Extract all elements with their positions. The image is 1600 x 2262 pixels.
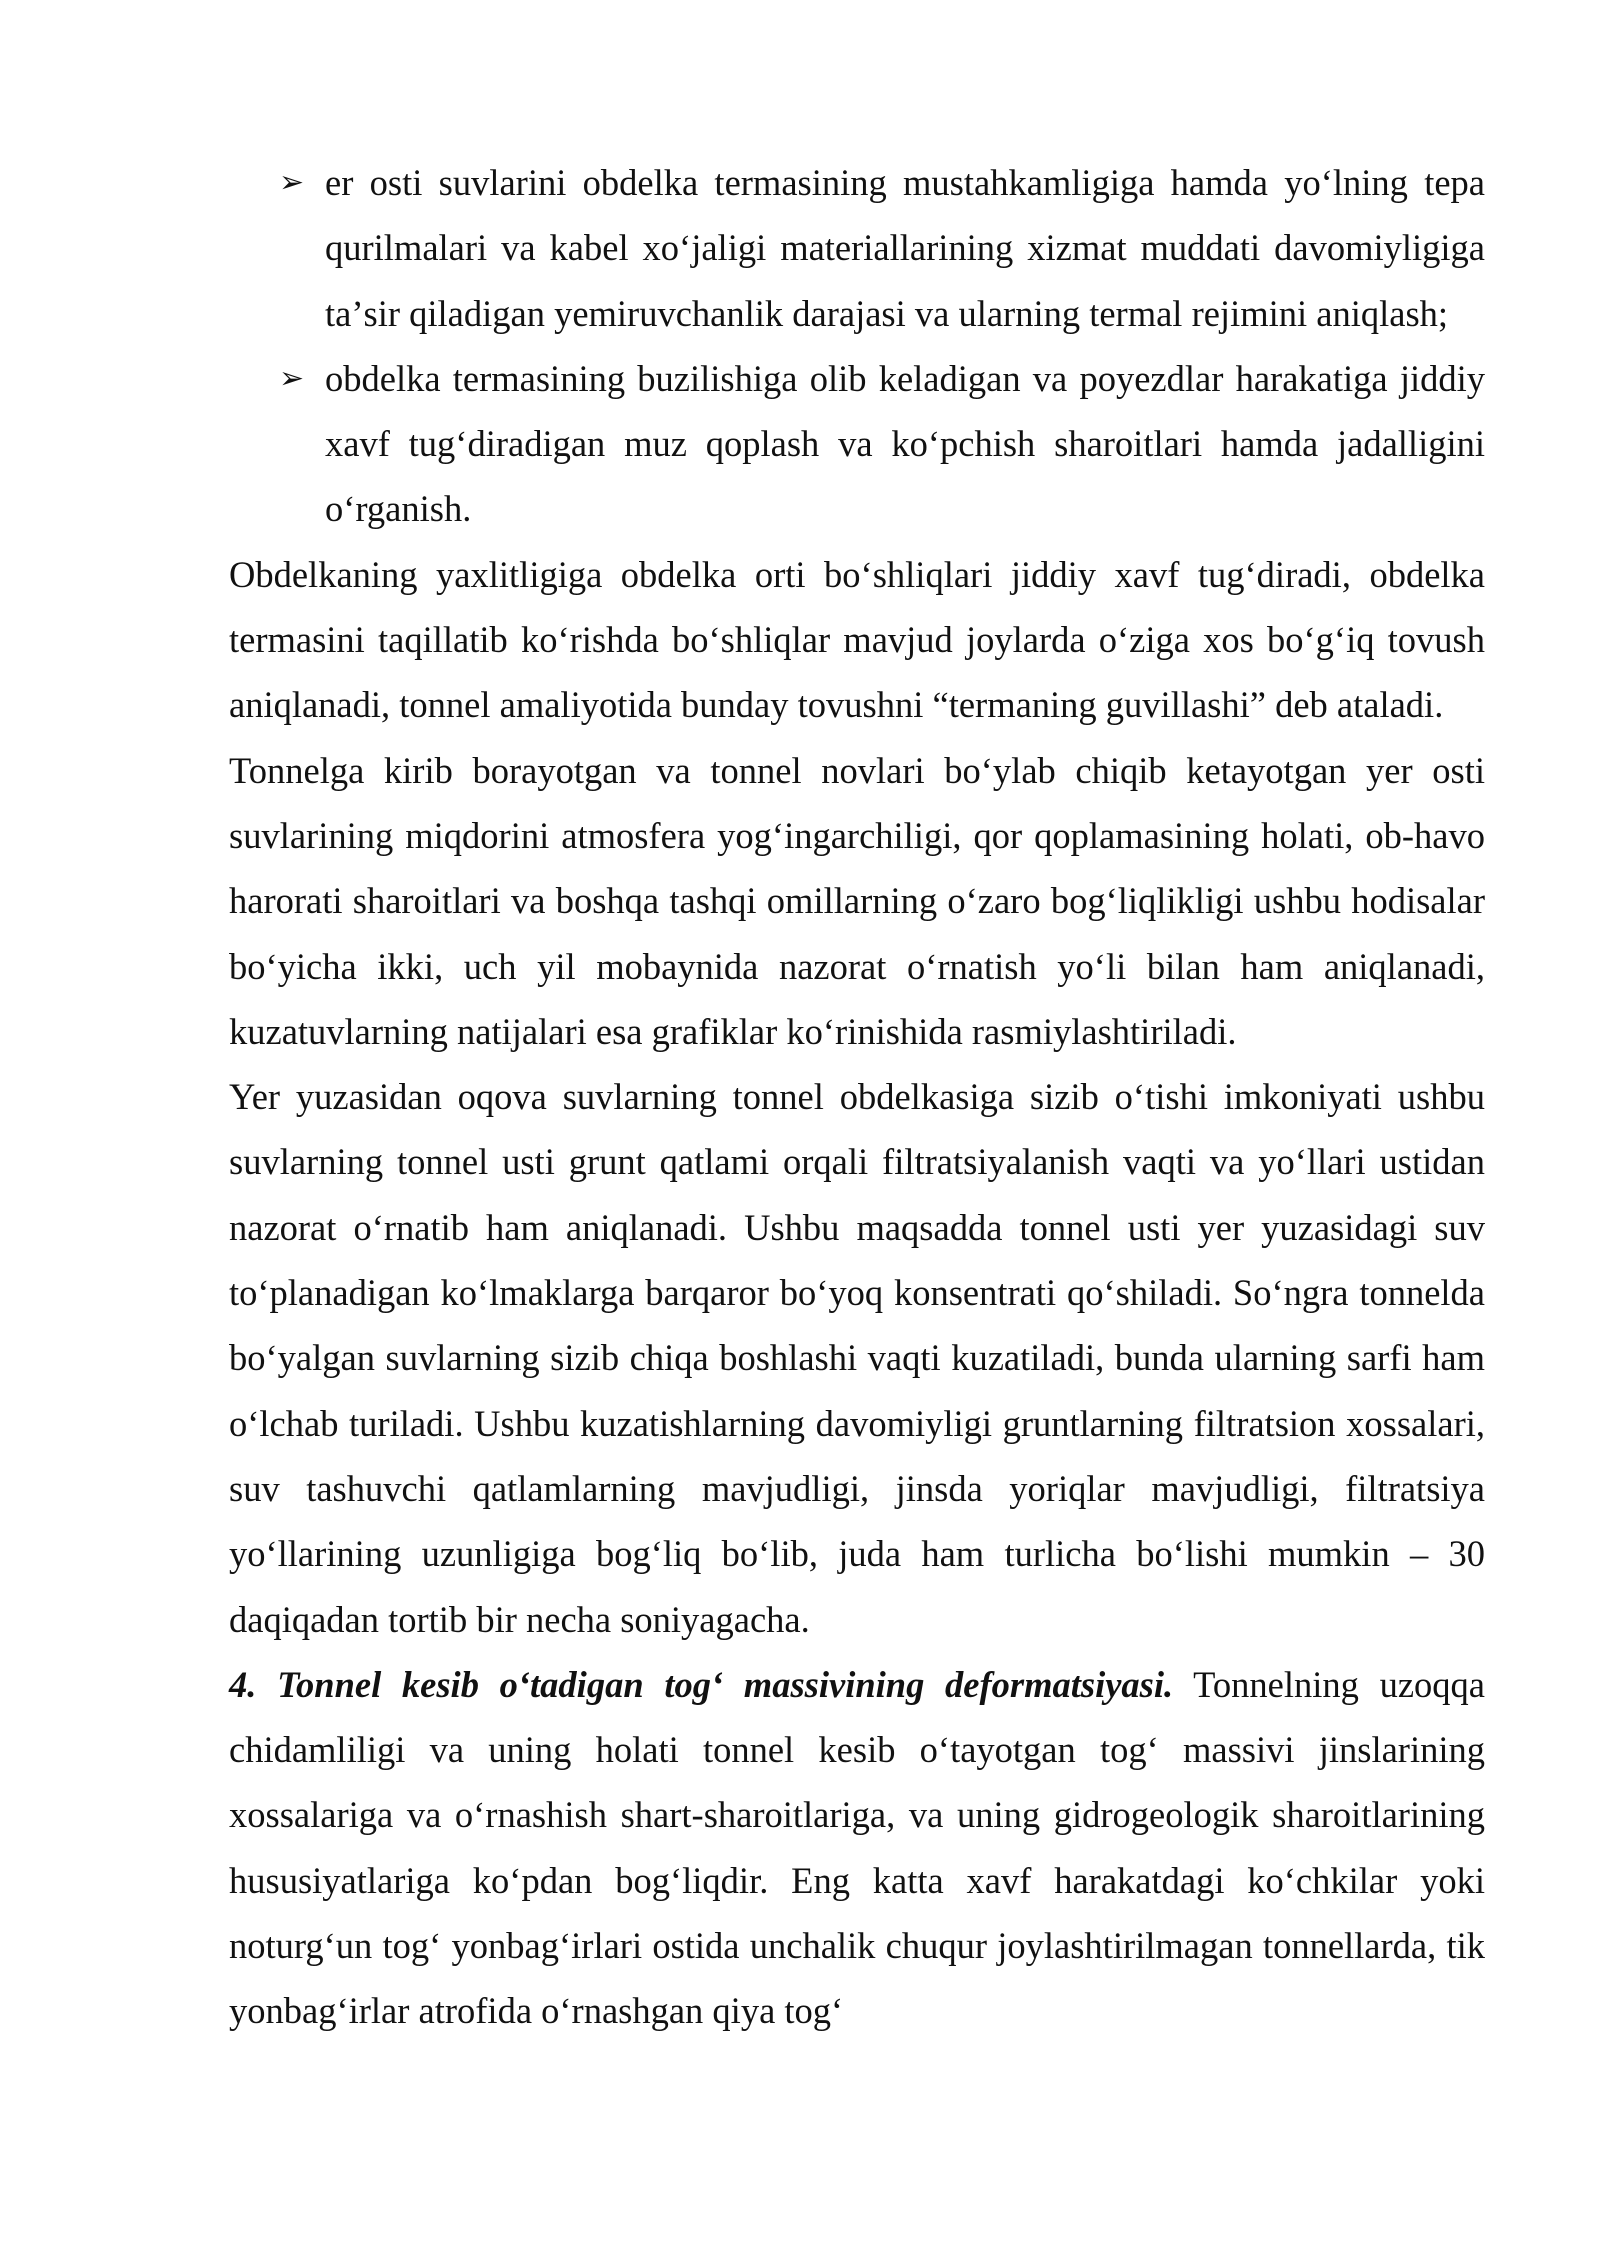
bullet-item-groundwater: [229, 150, 1485, 346]
paragraph-lining-voids: Obdelkaning yaxlitligiga obdelka orti boʻshliqlari jiddiy xavf tugʻdiradi, obdelka termasini taqillatib koʻrishda boʻshliqlar mavjud joylarda oʻziga xos boʻgʻiq tovush aniqlanadi, tonnel amaliyotida bunday tovushni “termaning guvillashi” deb ataladi.: [229, 553, 1485, 726]
bullet-text: obdelka termasining buzilishiga olib keladigan va poyezdlar harakatiga jiddiy xavf tugʻdiradigan muz qoplash va koʻpchish sharoitlari hamda jadalligini oʻrganish.: [325, 357, 1485, 530]
section-deformation: [229, 1652, 1485, 2044]
bullet-list: [229, 150, 1485, 542]
section-text: Tonnelning uzoqqa chidamliligi va uning holati tonnel kesib oʻtayotgan togʻ massivi jinslarining xossalariga va oʻrnashish shart-sharoitlariga, va uning gidrogeologik sharoitlarining hususiyatlariga koʻpdan bogʻliqdir. Eng katta xavf harakatdagi koʻchkilar yoki noturgʻun togʻ yonbagʻirlari ostida unchalik chuqur joylashtirilmagan tonnellarda, tik yonbagʻirlar atrofida oʻrnashgan qiya togʻ: [229, 1663, 1485, 2032]
arrow-bullet-icon: ➢: [279, 165, 305, 200]
bullet-text: er osti suvlarini obdelka termasining mustahkamligiga hamda yoʻlning tepa qurilmalari va kabel xoʻjaligi materiallarining xizmat muddati davomiyligiga taʼsir qiladigan yemiruvchanlik darajasi va ularning termal rejimini aniqlash;: [325, 162, 1485, 334]
paragraph-surface-water-tracing: Yer yuzasidan oqova suvlarning tonnel obdelkasiga sizib oʻtishi imkoniyati ushbu suvlarning tonnel usti grunt qatlami orqali filtratsiyalanish vaqti va yoʻllari ustidan nazorat oʻrnatib ham aniqlanadi. Ushbu maqsadda tonnel usti yer yuzasidagi suv toʻplanadigan koʻlmaklarga barqaror boʻyoq konsentrati qoʻshiladi. Soʻngra tonnelda boʻyalgan suvlarning sizib chiqa boshlashi vaqti kuzatiladi, bunda ularning sarfi ham oʻlchab turiladi. Ushbu kuzatishlarning davomiyligi gruntlarning filtratsion xossalari, suv tashuvchi qatlamlarning mavjudligi, jinsda yoriqlar mavjudligi, filtratsiya yoʻllarining uzunligiga bogʻliq boʻlib, juda ham turlicha boʻlishi mumkin – 30 daqiqadan tortib bir necha soniyagacha.: [229, 1076, 1485, 1640]
bullet-item-ice-formation: [229, 346, 1485, 542]
section-heading: 4. Tonnel kesib oʻtadigan togʻ massivining deformatsiyasi.: [229, 1663, 1174, 1705]
arrow-bullet-icon: ➢: [279, 360, 305, 396]
document-page: [229, 150, 1485, 2044]
paragraph-groundwater-monitoring: Tonnelga kirib borayotgan va tonnel novlari boʻylab chiqib ketayotgan yer osti suvlarining miqdorini atmosfera yogʻingarchiligi, qor qoplamasining holati, ob-havo harorati sharoitlari va boshqa tashqi omillarning oʻzaro bogʻliqlikligi ushbu hodisalar boʻyicha ikki, uch yil mobaynida nazorat oʻrnatish yoʻli bilan ham aniqlanadi, kuzatuvlarning natijalari esa grafiklar koʻrinishida rasmiylashtiriladi.: [229, 749, 1485, 1052]
